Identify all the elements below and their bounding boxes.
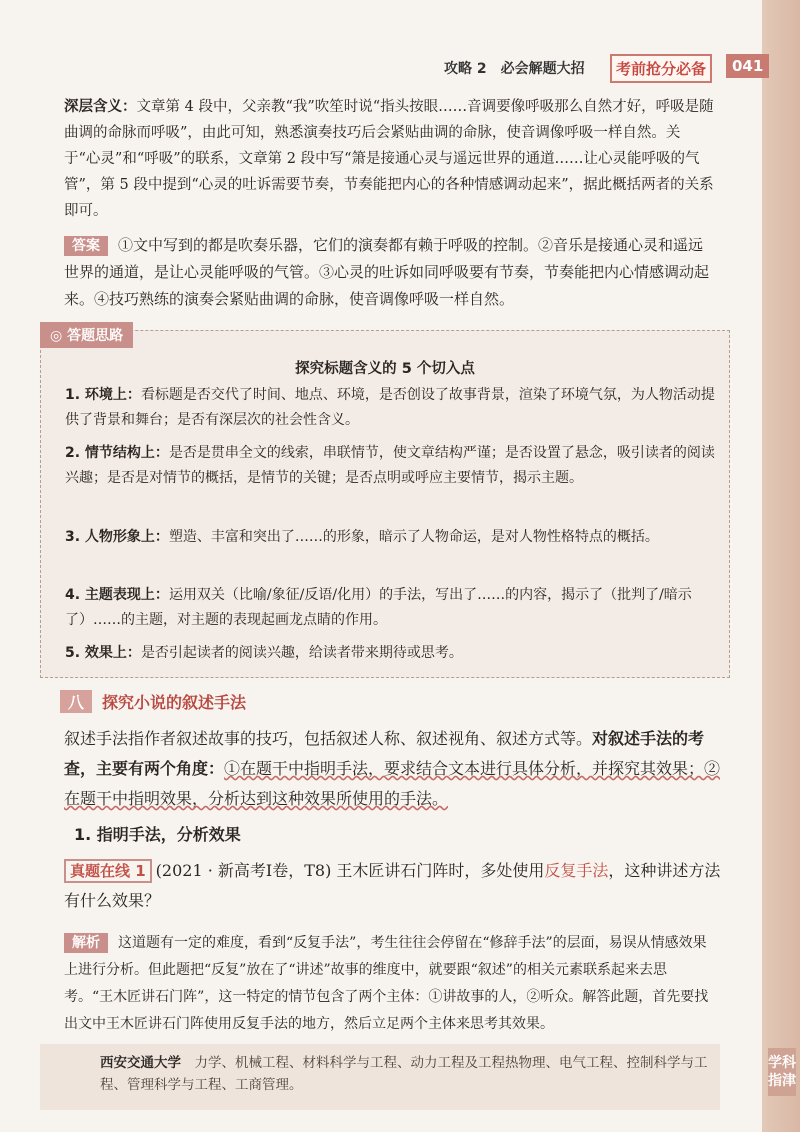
university-name: 西安交通大学 — [100, 1055, 181, 1071]
question-post: ，这种讲述方法有什么效果？ — [64, 861, 721, 910]
question-paragraph — [64, 856, 724, 916]
section-title: 探究小说的叙述手法 — [102, 693, 247, 712]
item-key: 1. 环境上： — [65, 387, 141, 403]
question-pre: (2021 · 新高考Ⅰ卷，T8) 王木匠讲石门阵时，多处使用 — [155, 861, 545, 880]
page-edge-band — [762, 0, 800, 1132]
answer-text: ①文中写到的都是吹奏乐器，它们的演奏都有赖于呼吸的控制。②音乐是接通心灵和遥远世界的通道，是让心灵能呼吸的气管。③心灵的吐诉如同呼吸要有节奏，节奏能把内心情感调动起来。④技巧熟练的演奏会紧贴曲调的命脉，使音调像呼吸一样自然。 — [64, 236, 710, 308]
section-number: 八 — [60, 690, 92, 713]
deep-meaning-paragraph — [64, 94, 714, 224]
lightbulb-icon: ◎ — [50, 328, 68, 344]
footer-box — [40, 1044, 720, 1110]
item-text: 看标题是否交代了时间、地点、环境，是否创设了故事背景，渲染了环境气氛，为人物活动提供了背景和舞台；是否有深层次的社会性含义。 — [65, 387, 715, 428]
header-tag: 考前抢分必备 — [610, 54, 712, 83]
intro-paragraph — [64, 724, 724, 814]
analysis-label: 解析 — [64, 933, 108, 953]
thinking-item — [65, 441, 715, 491]
subheading: 1. 指明手法，分析效果 — [74, 825, 241, 844]
analysis-paragraph — [64, 930, 714, 1038]
item-key: 2. 情节结构上： — [65, 445, 169, 461]
thinking-title: 探究标题含义的 5 个切入点 — [295, 361, 475, 377]
section-heading — [60, 690, 246, 713]
strategy-title: 攻略 2 必会解题大招 — [444, 61, 585, 77]
thinking-tab — [40, 322, 133, 348]
intro-underlined: ①在题干中指明手法，要求结合文本进行具体分析，并探究其效果；②在题干中指明效果，分析达到这种效果所使用的手法。 — [64, 759, 721, 808]
item-text: 是否是贯串全文的线索，串联情节，使文章结构严谨；是否设置了悬念，吸引读者的阅读兴趣；是否是对情节的概括，是情节的关键；是否点明或呼应主要情节，揭示主题。 — [65, 445, 715, 486]
side-tag: 学科指津 — [768, 1048, 796, 1096]
thinking-item — [65, 583, 715, 633]
deep-meaning-text: 文章第 4 段中，父亲教“我”吹笙时说“指头按眼……音调要像呼吸那么自然才好，呼吸是随曲调的命脉而呼吸”，由此可知，熟悉演奏技巧后会紧贴曲调的命脉，使音调像呼吸一样自然。关于“心灵”和“呼吸”的联系，文章第 2 段中写“箫是接通心灵与遥远世界的通道……让心灵能呼吸的气管”，第 5 段中提到“心灵的吐诉需要节奏，节奏能把内心的各种情感调动起来”，据此概括两者的关系即可。 — [64, 99, 714, 219]
thinking-item — [65, 641, 715, 666]
answer-paragraph — [64, 232, 714, 313]
thinking-item — [65, 525, 715, 550]
item-key: 3. 人物形象上： — [65, 529, 169, 545]
page-header — [440, 52, 770, 82]
item-key: 4. 主题表现上： — [65, 587, 169, 603]
page-number: 041 — [726, 54, 769, 78]
thinking-item — [65, 383, 715, 433]
item-text: 是否引起读者的阅读兴趣，给读者带来期待或思考。 — [140, 645, 463, 661]
intro-plain: 叙述手法指作者叙述故事的技巧，包括叙述人称、叙述视角、叙述方式等。 — [64, 729, 593, 748]
exam-chip: 真题在线 1 — [64, 859, 152, 883]
university-majors: 力学、机械工程、材料科学与工程、动力工程及工程热物理、电气工程、控制科学与工程、管理科学与工程、工商管理。 — [100, 1055, 708, 1093]
footer-text — [100, 1052, 710, 1096]
thinking-box — [40, 330, 730, 678]
intro-bold: 对叙述手法的考查，主要有两个角度： — [64, 729, 705, 778]
deep-meaning-lead: 深层含义： — [64, 99, 137, 115]
item-text: 塑造、丰富和突出了……的形象，暗示了人物命运，是对人物性格特点的概括。 — [168, 529, 659, 545]
thinking-tab-label: 答题思路 — [67, 328, 124, 344]
answer-label: 答案 — [64, 236, 108, 256]
item-key: 5. 效果上： — [65, 645, 141, 661]
question-highlight: 反复手法 — [544, 861, 609, 880]
analysis-text: 这道题有一定的难度，看到“反复手法”，考生往往会停留在“修辞手法”的层面，易误从情感效果上进行分析。但此题把“反复”放在了“讲述”故事的维度中，就要跟“叙述”的相关元素联系起来去思考。“王木匠讲石门阵”，这一特定的情节包含了两个主体：①讲故事的人，②听众。解答此题，首先要找出文中王木匠讲石门阵使用反复手法的地方，然后立足两个主体来思考其效果。 — [64, 935, 709, 1032]
item-text: 运用双关（比喻/象征/反语/化用）的手法，写出了……的内容，揭示了（批判了/暗示了）……的主题，对主题的表现起画龙点睛的作用。 — [65, 587, 692, 628]
